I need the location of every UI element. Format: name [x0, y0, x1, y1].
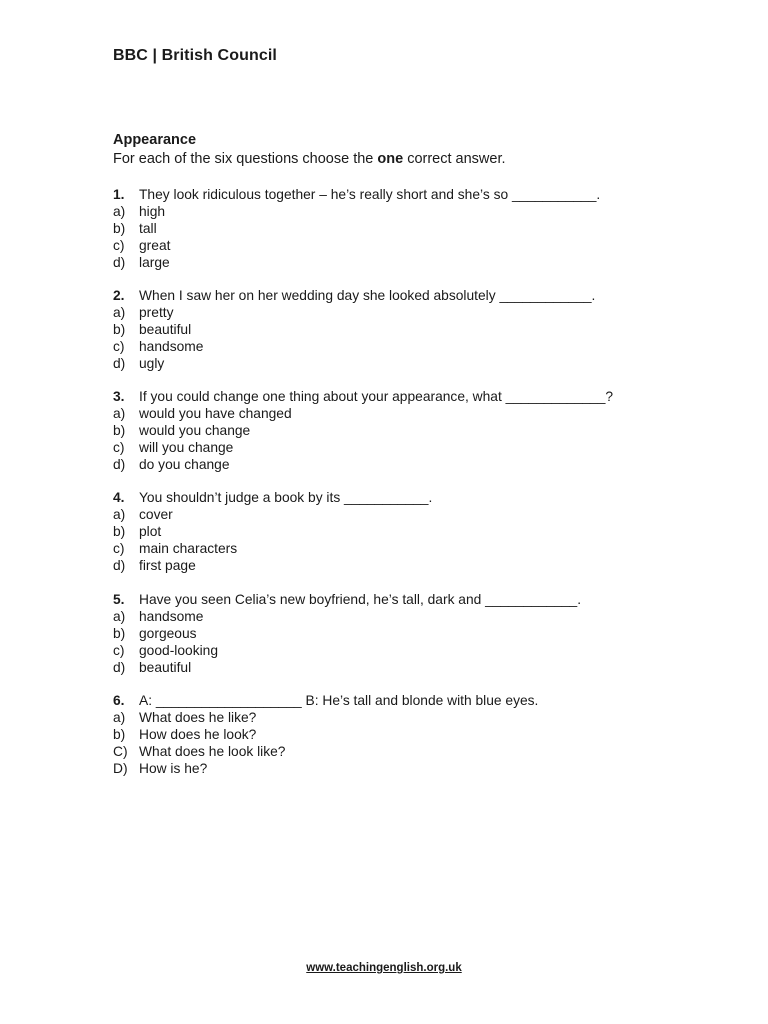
instructions-text-end: correct answer. [403, 151, 506, 167]
question-text: A: ___________________ B: He’s tall and blonde with blue eyes. [139, 693, 539, 708]
option-letter: a) [113, 609, 126, 624]
option-letter: b) [113, 322, 126, 337]
option-text: would you change [139, 423, 251, 438]
answer-option[interactable] [113, 540, 432, 557]
answer-option[interactable] [113, 321, 595, 338]
option-text: large [139, 255, 170, 270]
option-letter: c) [113, 643, 125, 658]
option-text: handsome [139, 609, 204, 624]
option-text: do you change [139, 457, 230, 472]
instructions [113, 151, 506, 167]
answer-option[interactable] [113, 422, 613, 439]
option-text: cover [139, 507, 173, 522]
answer-option[interactable] [113, 760, 538, 777]
option-letter: c) [113, 339, 125, 354]
question-number: 5. [113, 592, 125, 607]
answer-option[interactable] [113, 254, 600, 271]
answer-option[interactable] [113, 557, 432, 574]
option-letter: a) [113, 204, 126, 219]
question-number: 4. [113, 490, 125, 505]
question-6 [113, 692, 538, 777]
option-text: What does he look like? [139, 744, 286, 759]
instructions-emphasis: one [377, 151, 404, 167]
option-text: gorgeous [139, 626, 197, 641]
option-letter: b) [113, 423, 126, 438]
option-letter: b) [113, 626, 126, 641]
question-text: If you could change one thing about your appearance, what _____________? [139, 389, 614, 404]
option-letter: d) [113, 660, 126, 675]
answer-option[interactable] [113, 456, 613, 473]
option-text: handsome [139, 339, 204, 354]
option-letter: d) [113, 457, 126, 472]
option-text: ugly [139, 356, 165, 371]
option-text: good-looking [139, 643, 219, 658]
option-text: will you change [139, 440, 234, 455]
answer-option[interactable] [113, 304, 595, 321]
question-line [113, 489, 432, 506]
answer-option[interactable] [113, 355, 595, 372]
question-line [113, 591, 581, 608]
option-text: What does he like? [139, 710, 257, 725]
option-text: beautiful [139, 322, 192, 337]
answer-option[interactable] [113, 726, 538, 743]
option-letter: a) [113, 507, 126, 522]
answer-option[interactable] [113, 439, 613, 456]
answer-option[interactable] [113, 237, 600, 254]
option-text: How is he? [139, 761, 208, 776]
option-text: pretty [139, 305, 174, 320]
question-text: You shouldn’t judge a book by its ___________. [139, 490, 433, 505]
answer-option[interactable] [113, 608, 581, 625]
option-letter: c) [113, 238, 125, 253]
option-text: main characters [139, 541, 238, 556]
option-text: beautiful [139, 660, 192, 675]
question-line [113, 287, 595, 304]
question-4 [113, 489, 432, 574]
option-text: high [139, 204, 166, 219]
instructions-text: For each of the six questions choose the [113, 151, 378, 167]
answer-option[interactable] [113, 506, 432, 523]
question-text: Have you seen Celia’s new boyfriend, he’s tall, dark and ____________. [139, 592, 582, 607]
answer-option[interactable] [113, 743, 538, 760]
section-title: Appearance [113, 132, 197, 148]
question-line [113, 388, 613, 405]
question-number: 2. [113, 288, 125, 303]
option-text: tall [139, 221, 157, 236]
option-text: first page [139, 558, 196, 573]
answer-option[interactable] [113, 220, 600, 237]
option-text: would you have changed [139, 406, 292, 421]
answer-option[interactable] [113, 659, 581, 676]
option-letter: a) [113, 305, 126, 320]
option-letter: c) [113, 440, 125, 455]
answer-option[interactable] [113, 642, 581, 659]
question-number: 6. [113, 693, 125, 708]
question-text: When I saw her on her wedding day she looked absolutely ____________. [139, 288, 596, 303]
option-letter: a) [113, 710, 126, 725]
answer-option[interactable] [113, 203, 600, 220]
question-2 [113, 287, 595, 372]
question-number: 3. [113, 389, 125, 404]
option-text: How does he look? [139, 727, 257, 742]
option-letter: b) [113, 727, 126, 742]
answer-option[interactable] [113, 625, 581, 642]
answer-option[interactable] [113, 405, 613, 422]
question-line [113, 692, 538, 709]
option-letter: C) [113, 744, 128, 759]
question-number: 1. [113, 187, 125, 202]
option-letter: d) [113, 356, 126, 371]
question-text: They look ridiculous together – he’s really short and she’s so ___________. [139, 187, 601, 202]
option-letter: c) [113, 541, 125, 556]
option-text: plot [139, 524, 162, 539]
question-1 [113, 186, 600, 271]
answer-option[interactable] [113, 523, 432, 540]
question-3 [113, 388, 613, 473]
option-letter: d) [113, 255, 126, 270]
question-5 [113, 591, 581, 676]
option-letter: D) [113, 761, 128, 776]
question-line [113, 186, 600, 203]
answer-option[interactable] [113, 338, 595, 355]
option-letter: d) [113, 558, 126, 573]
option-letter: b) [113, 524, 126, 539]
option-letter: a) [113, 406, 126, 421]
option-letter: b) [113, 221, 126, 236]
answer-option[interactable] [113, 709, 538, 726]
footer-website-link[interactable]: www.teachingenglish.org.uk [306, 962, 462, 974]
option-text: great [139, 238, 171, 253]
document-header: BBC | British Council [113, 47, 277, 64]
